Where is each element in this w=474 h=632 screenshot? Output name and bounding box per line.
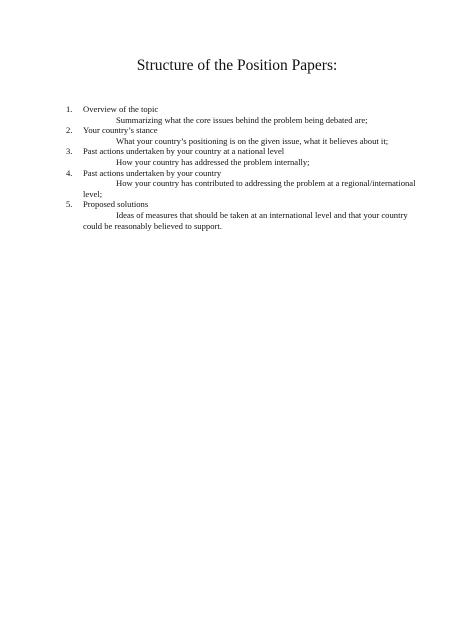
item-heading: Overview of the topic bbox=[83, 104, 159, 114]
item-number: 3. bbox=[66, 146, 73, 157]
item-description: Summarizing what the core issues behind the problem being debated are; bbox=[116, 114, 368, 125]
item-description: How your country has contributed to addressing the problem at a regional/international level; bbox=[83, 178, 416, 199]
list-item bbox=[66, 146, 426, 167]
item-number: 1. bbox=[66, 104, 73, 114]
item-description: What your country’s positioning is on the given issue, what it believes about it; bbox=[116, 135, 389, 146]
page-title: Structure of the Position Papers: bbox=[136, 57, 338, 74]
item-number: 5. bbox=[66, 199, 73, 210]
structure-list bbox=[66, 104, 426, 231]
item-heading: Past actions undertaken by your country at a national level bbox=[83, 146, 285, 157]
list-item bbox=[66, 125, 426, 146]
list-item bbox=[66, 104, 426, 125]
item-heading: Proposed solutions bbox=[83, 199, 149, 210]
list-item bbox=[66, 168, 426, 200]
list-item bbox=[66, 199, 426, 231]
item-number: 2. bbox=[66, 125, 73, 136]
item-description: How your country has addressed the problem internally; bbox=[116, 156, 310, 167]
item-heading: Your country’s stance bbox=[83, 125, 158, 136]
item-heading: Past actions undertaken by your country bbox=[83, 167, 222, 178]
item-description: Ideas of measures that should be taken at an international level and that your country could be reasonably believed to support. bbox=[83, 209, 408, 231]
item-number: 4. bbox=[66, 167, 73, 178]
